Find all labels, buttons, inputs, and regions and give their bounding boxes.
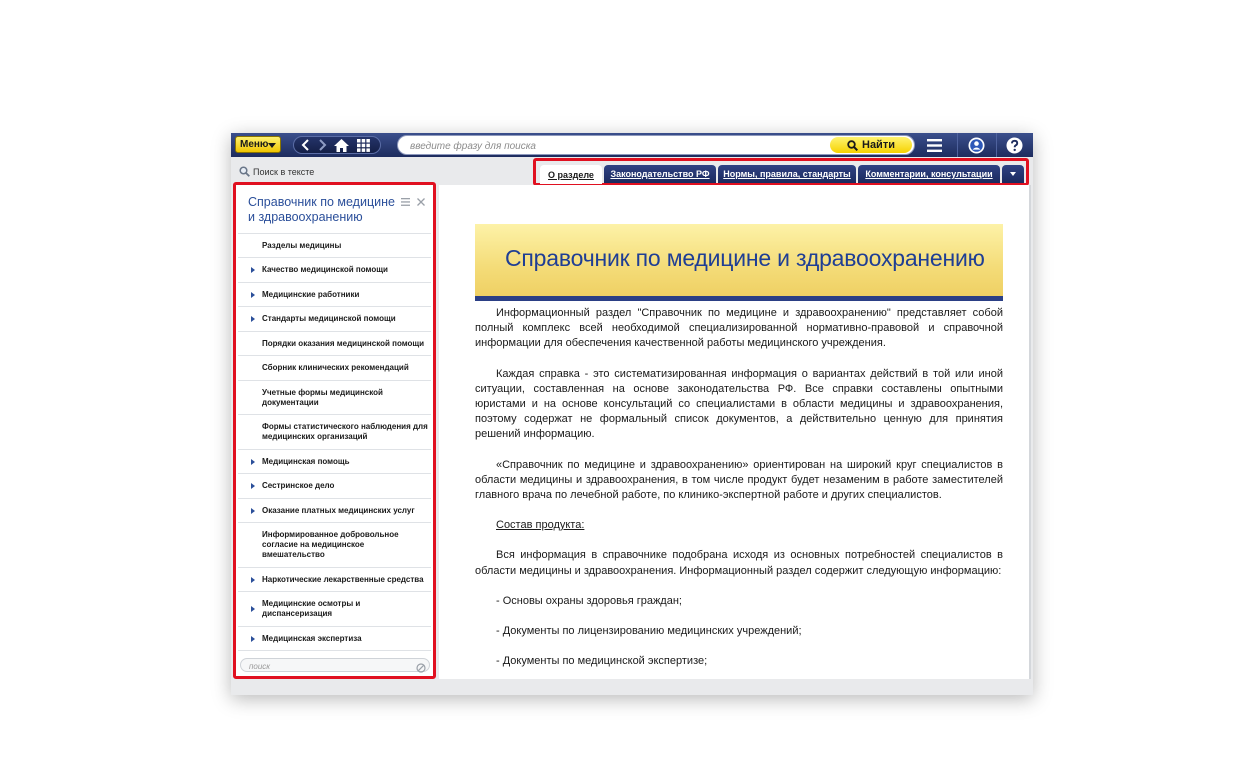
find-button[interactable]: [830, 137, 912, 153]
paragraph: Каждая справка - это систематизированная информация о вариантах действий в той или иной ситуации, составленная на основе законодательства РФ. Все справки составлены опытными юристами и на основе консультаций со специалистами в области медицины и здравоохранения, поэтому содержат не формальный список документов, а действительно ценную для принятия решений информацию.: [475, 367, 1003, 441]
sidebar-item-label: Оказание платных медицинских услуг: [262, 505, 415, 515]
content-text: [475, 306, 1003, 679]
close-icon[interactable]: [417, 195, 425, 209]
sidebar-item-label: Стандарты медицинской помощи: [262, 314, 396, 323]
search-icon: [847, 140, 858, 151]
sidebar-item-label: Разделы медицины: [262, 240, 342, 250]
sidebar-item-label: Медицинская экспертиза: [262, 633, 362, 643]
sidebar-item-medical-workers[interactable]: [238, 282, 431, 306]
menu-button[interactable]: [235, 136, 281, 153]
nav-button-group: [293, 136, 381, 154]
tab-legislation[interactable]: Законодательство РФ: [604, 165, 716, 183]
product-composition-heading: Состав продукта:: [496, 519, 585, 532]
grid-icon[interactable]: [357, 139, 370, 152]
help-icon[interactable]: [1005, 136, 1023, 154]
list-item: - Документы по лицензированию медицинских учреждений;: [496, 625, 802, 638]
user-icon[interactable]: [967, 136, 985, 154]
sidebar-item-medical-checkups[interactable]: [238, 591, 431, 626]
caret-right-icon: [251, 508, 255, 514]
caret-right-icon: [251, 636, 255, 642]
sidebar-item-statistics-forms[interactable]: [238, 414, 431, 449]
sidebar-item-medicine-sections[interactable]: [238, 233, 431, 257]
list-item: - Документы по медицинской экспертизе;: [496, 655, 708, 668]
global-search-input[interactable]: [408, 138, 822, 154]
sidebar-title: Справочник по медицине и здравоохранению: [248, 195, 395, 224]
caret-right-icon: [251, 292, 255, 298]
sidebar-item-nursing[interactable]: [238, 473, 431, 498]
sidebar-item-label: Медицинская помощь: [262, 456, 350, 466]
paragraph: «Справочник по медицине и здравоохранению» ориентирован на широкий круг специалистов в области медицины и здравоохранения, в том числе продукт будет незаменим в работе заместителей главного врача по лечебной работе, по клинико-экспертной работе и других специалистов.: [475, 458, 1003, 502]
caret-right-icon: [251, 577, 255, 583]
sidebar-search-input[interactable]: [247, 660, 411, 672]
top-toolbar: [231, 133, 1033, 157]
back-arrow-icon[interactable]: [300, 139, 312, 151]
sidebar-item-label: Учетные формы медицинской документации: [262, 387, 383, 407]
sidebar-item-label: Наркотические лекарственные средства: [262, 574, 424, 584]
caret-right-icon: [251, 267, 255, 273]
toolbar-divider: [996, 133, 997, 157]
toolbar-divider: [957, 133, 958, 157]
sidebar-item-clinical-guidelines[interactable]: [238, 355, 431, 380]
caret-right-icon: [251, 483, 255, 489]
chevron-down-icon: [1010, 172, 1016, 176]
sidebar-item-label: Сестринское дело: [262, 481, 335, 490]
hamburger-menu-icon[interactable]: [925, 136, 943, 154]
home-icon[interactable]: [334, 139, 349, 152]
sidebar-list: [238, 233, 431, 651]
search-in-text-link[interactable]: [239, 166, 314, 177]
sidebar-item-label: Медицинские осмотры и диспансеризация: [262, 599, 361, 618]
section-tabs: [533, 158, 1029, 186]
sidebar-item-label: Качество медицинской помощи: [262, 265, 388, 274]
sidebar-item-label: Медицинские работники: [262, 289, 360, 299]
tab-norms-standards[interactable]: Нормы, правила, стандарты: [718, 165, 856, 183]
list-menu-icon[interactable]: [401, 195, 410, 209]
menu-button-label: Меню: [240, 139, 269, 150]
paragraph: Вся информация в справочнике подобрана исходя из основных потребностей специалистов в области медицины и здравоохранения. Информационный раздел содержит следующую информацию:: [475, 549, 1003, 577]
sidebar: [233, 182, 436, 679]
sidebar-item-care-procedures[interactable]: [238, 331, 431, 355]
sidebar-item-label: Формы статистического наблюдения для медицинских организаций: [262, 422, 428, 441]
content-banner: [475, 224, 1003, 296]
clear-search-icon[interactable]: [416, 660, 426, 678]
caret-right-icon: [251, 606, 255, 612]
magnifier-icon: [239, 166, 250, 177]
tabs-more-button[interactable]: [1002, 165, 1024, 183]
content-panel: [439, 185, 1031, 679]
search-in-text-label: Поиск в тексте: [253, 166, 315, 177]
tab-about[interactable]: О разделе: [540, 165, 602, 184]
sidebar-item-record-forms[interactable]: [238, 380, 431, 414]
sidebar-item-narcotic-drugs[interactable]: [238, 567, 431, 591]
find-button-label: Найти: [862, 139, 895, 151]
sidebar-item-paid-services[interactable]: [238, 498, 431, 522]
caret-right-icon: [251, 316, 255, 322]
sidebar-item-medical-care[interactable]: [238, 449, 431, 473]
list-item: - Основы охраны здоровья граждан;: [496, 594, 682, 607]
paragraph: Информационный раздел "Справочник по медицине и здравоохранению" представляет собой полный комплекс всей необходимой специализированной нормативно-правовой и справочной информации для обеспечения качественной работы медицинского учреждения.: [475, 307, 1003, 350]
sidebar-item-medical-expertise[interactable]: [238, 626, 431, 651]
sidebar-item-care-quality[interactable]: [238, 257, 431, 282]
global-search-box: [397, 135, 915, 155]
forward-arrow-icon[interactable]: [316, 139, 328, 151]
sidebar-item-label: Сборник клинических рекомендаций: [262, 363, 409, 372]
sidebar-item-informed-consent[interactable]: [238, 522, 431, 567]
sidebar-item-care-standards[interactable]: [238, 306, 431, 331]
page-title: Справочник по медицине и здравоохранению: [505, 245, 985, 271]
caret-right-icon: [251, 459, 255, 465]
content-scroll-edge: [1029, 185, 1031, 679]
banner-underline: [475, 296, 1003, 301]
tab-comments-consultations[interactable]: Комментарии, консультации: [858, 165, 1000, 183]
sidebar-item-label: Порядки оказания медицинской помощи: [262, 338, 425, 348]
app-window: [231, 133, 1033, 695]
sidebar-item-label: Информированное добровольное согласие на медицинское вмешательство: [262, 530, 399, 559]
sidebar-search-box: [240, 658, 430, 672]
chevron-down-icon: [268, 143, 276, 148]
